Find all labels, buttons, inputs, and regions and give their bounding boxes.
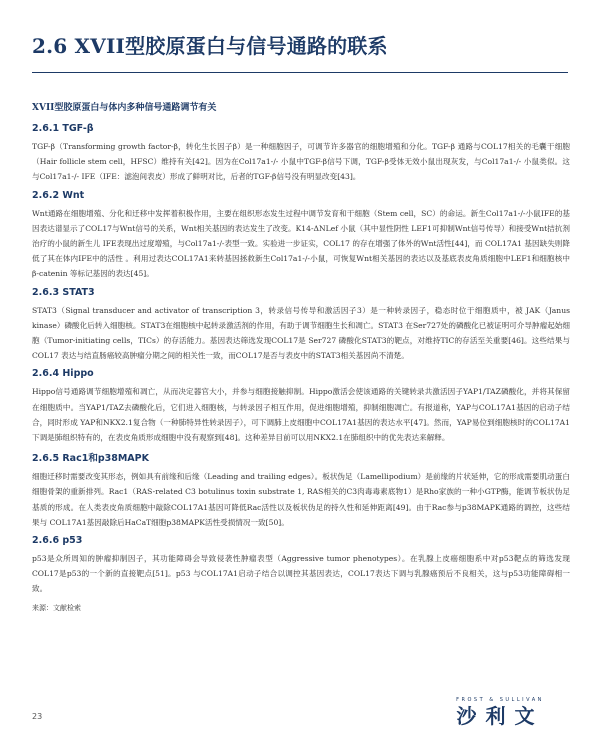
- section-stat3: [32, 287, 570, 364]
- section-heading-stat3: 2.6.3 STAT3: [32, 286, 95, 298]
- section-paragraph-rac1-p38mapk: 细胞迁移时需要改变其形态，例如具有前缘和后缘（Leading and trailing edges）。板状伪足（Lamellipodium）是前缘的片状延伸，它的形成需要肌动蛋白细胞骨架的重新排列。Rac1（RAS-related C3 botulinus toxin substrate 1, RAS相关的C3肉毒毒素底物1）是Rho家族的一种小GTP酶，能调节板状伪足基质的形成。在人类表皮角质细胞中敲除COL17A1基因可降低Rac活性以及板状伪足的持久性和延伸距离[49]。由于Rac参与p38MAPK通路的调控，这些结果与 COL17A1基因敲除后HaCaT细胞p38MAPK活性受损情况一致[50]。: [32, 472, 570, 527]
- section-paragraph-wnt: Wnt通路在细胞增殖、分化和迁移中发挥着积极作用，主要在组织形态发生过程中调节发育和干细胞（Stem cell，SC）的命运。新生Col17a1-/-小鼠IFE的基因表达谱显示了COL17与Wnt信号的关系，Wnt相关基因的表达发生了改变。K14-ΔNLef 小鼠（其中显性阴性 LEF1可抑制Wnt信号传导）和接受Wnt拮抗剂治疗的小鼠的新生儿 IFE表现出过度增殖，与Col17a1-/-表型一致。实验进一步证实，COL17 的存在增强了体外的Wnt活性[44]，而 COL17A1 基因缺失则降低了其在体内IFE中的活性 。利用过表达COL17A1来转基因拯救新生Col17a1-/-小鼠，可恢复Wnt相关基因的表达以及基底表皮角质细胞中LEF1和细胞核中β-catenin 等标记基因的表达[45]。: [32, 208, 570, 279]
- main-content: [32, 100, 570, 613]
- section-rac1-p38mapk: [32, 450, 570, 530]
- section-subtitle: XVII型胶原蛋白与体内多种信号通路调节有关: [32, 103, 217, 113]
- frost-sullivan-logo: [450, 697, 550, 728]
- section-heading-p53: 2.6.6 p53: [32, 535, 83, 547]
- section-heading-wnt: 2.6.2 Wnt: [32, 189, 85, 201]
- section-heading-tgf-beta: 2.6.1 TGF-β: [32, 123, 94, 134]
- section-p53: [32, 535, 570, 597]
- source-note: 来源：文献检索: [32, 603, 81, 612]
- section-tgf-beta: [32, 123, 570, 185]
- section-heading-hippo: 2.6.4 Hippo: [32, 368, 94, 380]
- section-hippo: [32, 368, 570, 445]
- section-wnt: [32, 190, 570, 282]
- section-paragraph-stat3: STAT3（Signal transducer and activator of transcription 3，转录信号传导和激活因子3）是一种转录因子，稳态时位于细胞质中，被 JAK（Janus kinase）磷酸化后转入细胞核。STAT3在细胞核中起转录激活剂的作用，有助于调节细胞生长和凋亡。STAT3 在Ser727处的磷酸化已被证明可介导肿瘤起始细胞（Tumor-initiating cells，TICs）的存活能力。基因表达筛选发现COL17是 Ser727 磷酸化STAT3的靶点，对维持TIC的存活至关重要[46]。这些结果与COL17 表达与结直肠癌较高肿瘤分期之间的相关性一致，而COL17是否与表皮中的STAT3相关基因尚不清楚。: [32, 305, 570, 361]
- page-title: 2.6 XVII型胶原蛋白与信号通路的联系: [32, 34, 388, 58]
- page-number: 23: [32, 712, 43, 721]
- section-paragraph-hippo: Hippo信号通路调节细胞增殖和凋亡，从而决定器官大小，并参与细胞接触抑制。Hippo激活会使该通路的关键转录共激活因子YAP1/TAZ磷酸化，并将其保留在细胞质中。当YAP1/TAZ去磷酸化后，它们进入细胞核，与转录因子相互作用，促进细胞增殖，抑制细胞凋亡。有报道称，YAP与COL17A1基因的启动子结合，同时形成 YAP和NKX2.1复合物（一种肺特异性转录因子），可下调肺上皮细胞中COL17A1基因的表达水平[47]。然而，YAP易位到细胞核时的COL17A1下调是肺组织特有的，在表皮角质形成细胞中没有观察到[48]。这种差异目前可以用NKX2.1在肺组织中的优先表达来解释。: [32, 387, 570, 443]
- logo-english-text: FROST & SULLIVAN: [456, 697, 544, 703]
- section-paragraph-p53: p53是众所周知的肿瘤抑制因子，其功能障碍会导致侵袭性肿瘤表型（Aggressive tumor phenotypes）。在乳腺上皮癌细胞系中对p53靶点的筛选发现COL17是p53的一个新的直接靶点[51]。p53 与COL17A1启动子结合以调控其基因表达，COL17表达下调与乳腺癌预后不良相关，这与p53功能障碍相一致。: [32, 554, 570, 594]
- section-heading-rac1-p38mapk: 2.6.5 Rac1和p38MAPK: [32, 453, 149, 465]
- title-divider: [32, 72, 568, 73]
- logo-chinese-text: 沙利文: [456, 704, 544, 728]
- section-paragraph-tgf-beta: TGF-β（Transforming growth factor-β，转化生长因子β）是一种细胞因子，可调节许多器官的细胞增殖和分化。TGF-β 通路与COL17相关的毛囊干细胞（Hair follicle stem cell，HFSC）维持有关[42]。因为在Col17a1-/- 小鼠中TGF-β信号下调，TGF-β受体无效小鼠出现灰发，与Col17a1-/- 小鼠类似。这与Col17a1-/- IFE（IFE：滤泡间表皮）形成了鲜明对比，后者的TGF-β信号没有明显改变[43]。: [32, 142, 570, 182]
